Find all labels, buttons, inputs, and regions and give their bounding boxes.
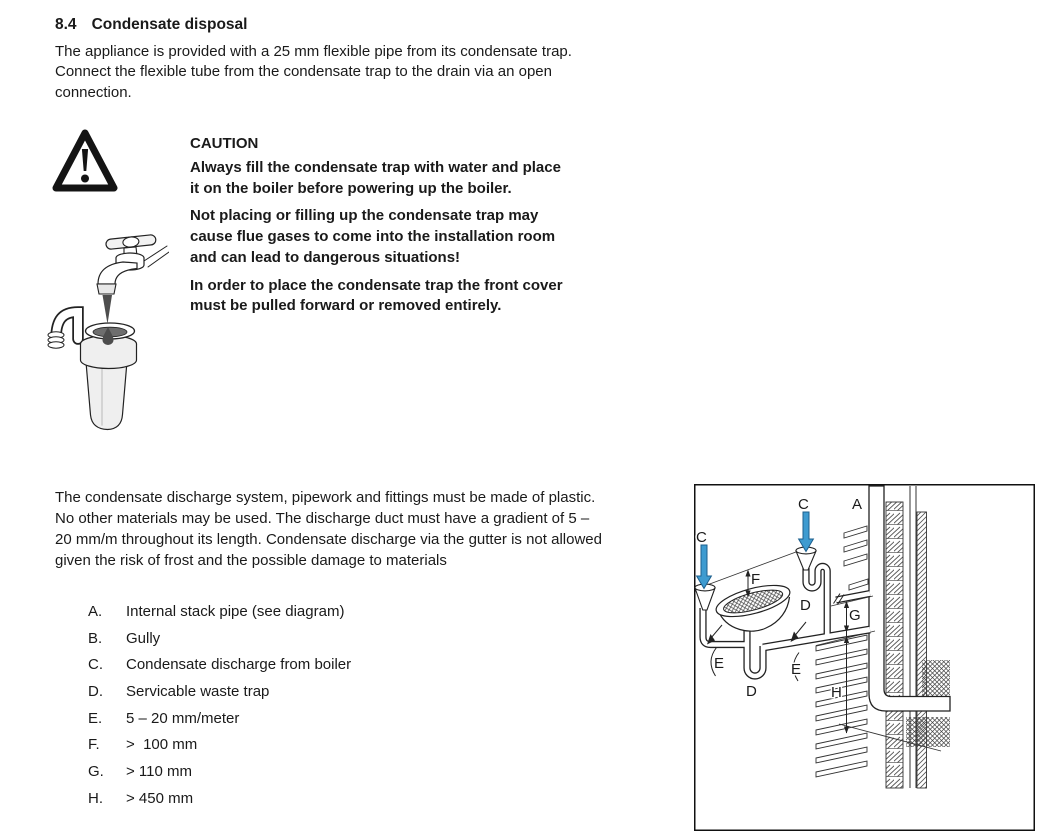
legend-list	[88, 604, 351, 818]
legend-key: A.	[88, 603, 103, 620]
legend-key: F.	[88, 736, 100, 754]
legend-item	[88, 631, 351, 647]
legend-text: > 450 mm	[126, 789, 194, 807]
section-heading	[55, 16, 247, 34]
legend-text: > 100 mm	[126, 736, 198, 754]
diagram-label-h: H	[831, 684, 842, 701]
caution-block	[190, 135, 572, 324]
legend-text: Internal stack pipe (see diagram)	[126, 603, 345, 620]
body-paragraph: The condensate discharge system, pipework and fittings must be made of plastic. No other materials may be used. The discharge duct must have a gradient of 5 – 20 mm/m throughout its length. Condensate discharge via the gutter is not allowed given the risk of frost and the possible damage to materials	[55, 489, 602, 569]
legend-text: 5 – 20 mm/meter	[126, 709, 240, 727]
legend-item	[88, 791, 351, 807]
condensate-diagram	[694, 484, 1035, 831]
legend-key: B.	[88, 629, 103, 647]
section-title: Condensate disposal	[91, 16, 248, 33]
diagram-label-a: A	[852, 496, 863, 513]
diagram-label-e-left: E	[714, 655, 725, 672]
caution-paragraph: In order to place the condensate trap the front cover must be pulled forward or removed entirely.	[190, 276, 563, 315]
legend-key: G.	[88, 763, 104, 781]
legend-item	[88, 711, 351, 727]
diagram-label-d-left: D	[746, 683, 757, 700]
legend-item	[88, 737, 351, 753]
legend-key: H.	[88, 789, 103, 807]
legend-item	[88, 684, 351, 700]
legend-text: Servicable waste trap	[126, 683, 270, 701]
diagram-label-c-top: C	[798, 496, 809, 513]
legend-item	[88, 604, 351, 620]
legend-item	[88, 657, 351, 673]
legend-text: Condensate discharge from boiler	[126, 656, 352, 674]
caution-heading: CAUTION	[190, 135, 259, 152]
legend-text: > 110 mm	[126, 763, 192, 781]
diagram-label-e-mid: E	[791, 661, 802, 678]
legend-item	[88, 764, 351, 780]
diagram-label-c-left: C	[696, 529, 707, 546]
legend-key: C.	[88, 656, 103, 674]
diagram-label-g: G	[849, 607, 861, 624]
warning-triangle-icon	[52, 128, 118, 198]
legend-key: E.	[88, 709, 103, 727]
legend-text: Gully	[126, 629, 161, 647]
intro-paragraph: The appliance is provided with a 25 mm flexible pipe from its condensate trap. Connect the flexible tube from the condensate trap to the drain via an open connection.	[55, 43, 572, 101]
tap-trap-illustration	[44, 231, 169, 436]
diagram-label-f: F	[751, 571, 761, 588]
section-number: 8.4	[55, 16, 77, 33]
legend-key: D.	[88, 683, 103, 701]
caution-paragraph: Always fill the condensate trap with water and place it on the boiler before powering up the boiler.	[190, 159, 561, 197]
diagram-label-d-right: D	[800, 597, 811, 614]
caution-paragraph: Not placing or filling up the condensate trap may cause flue gases to come into the installation room and can lead to dangerous situations!	[190, 207, 556, 266]
